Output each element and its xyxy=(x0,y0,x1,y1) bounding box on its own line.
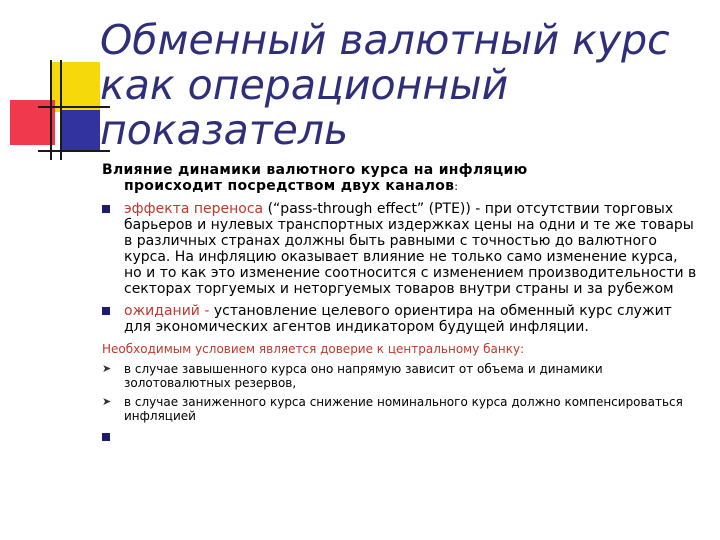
list-item xyxy=(102,303,698,335)
bullet-text: (“pass-through effect” (PTE)) - при отсутствии торговых барьеров и нулевых транспортных издержках цены на одни и те же товары в различных странах должны быть равными с точностью до валютного курса. На инфляцию оказывает влияние не только само изменение курса, но и то как это изменение соотносится с изменением производительности в секторах торгуемых и неторгуемых товаров внутри страны и за рубежом xyxy=(124,201,697,297)
bullet-term: ожиданий - xyxy=(124,303,210,319)
intro-line-2: происходит посредством двух каналов xyxy=(124,178,455,194)
arrow-bullet-icon: ➤ xyxy=(102,395,112,408)
decor-yellow-square xyxy=(50,62,100,112)
intro-paragraph xyxy=(102,162,698,195)
slide-title: Обменный валютный курс как операционный показатель xyxy=(100,16,670,154)
intro-line-2-wrap xyxy=(102,178,698,195)
sub-item-text: в случае заниженного курса снижение номинального курса должно компенсироваться инфляцией xyxy=(124,395,683,423)
decor-blue-square xyxy=(60,110,100,150)
square-bullet-icon xyxy=(102,307,110,315)
condition-line: Необходимым условием является доверие к центральному банку: xyxy=(102,342,525,356)
decor-vertical-line xyxy=(60,60,62,160)
empty-list-item xyxy=(102,431,698,445)
square-bullet-icon xyxy=(102,205,110,213)
bullet-text: установление целевого ориентира на обменный курс служит для экономических агентов индикатором будущей инфляции. xyxy=(124,303,672,335)
arrow-bullet-icon: ➤ xyxy=(102,362,112,375)
sub-list-item xyxy=(102,362,698,390)
square-bullet-icon xyxy=(102,433,110,441)
bullet-term: эффекта переноса xyxy=(124,201,264,217)
intro-line-1: Влияние динамики валютного курса на инфляцию xyxy=(102,162,528,178)
sub-item-text: в случае завышенного курса оно напрямую зависит от объема и динамики золотовалютных резервов, xyxy=(124,362,603,390)
list-item xyxy=(102,201,698,297)
intro-colon: : xyxy=(454,180,459,193)
decor-vertical-line xyxy=(50,60,52,160)
sub-list-item xyxy=(102,395,698,423)
slide-body xyxy=(102,162,698,445)
